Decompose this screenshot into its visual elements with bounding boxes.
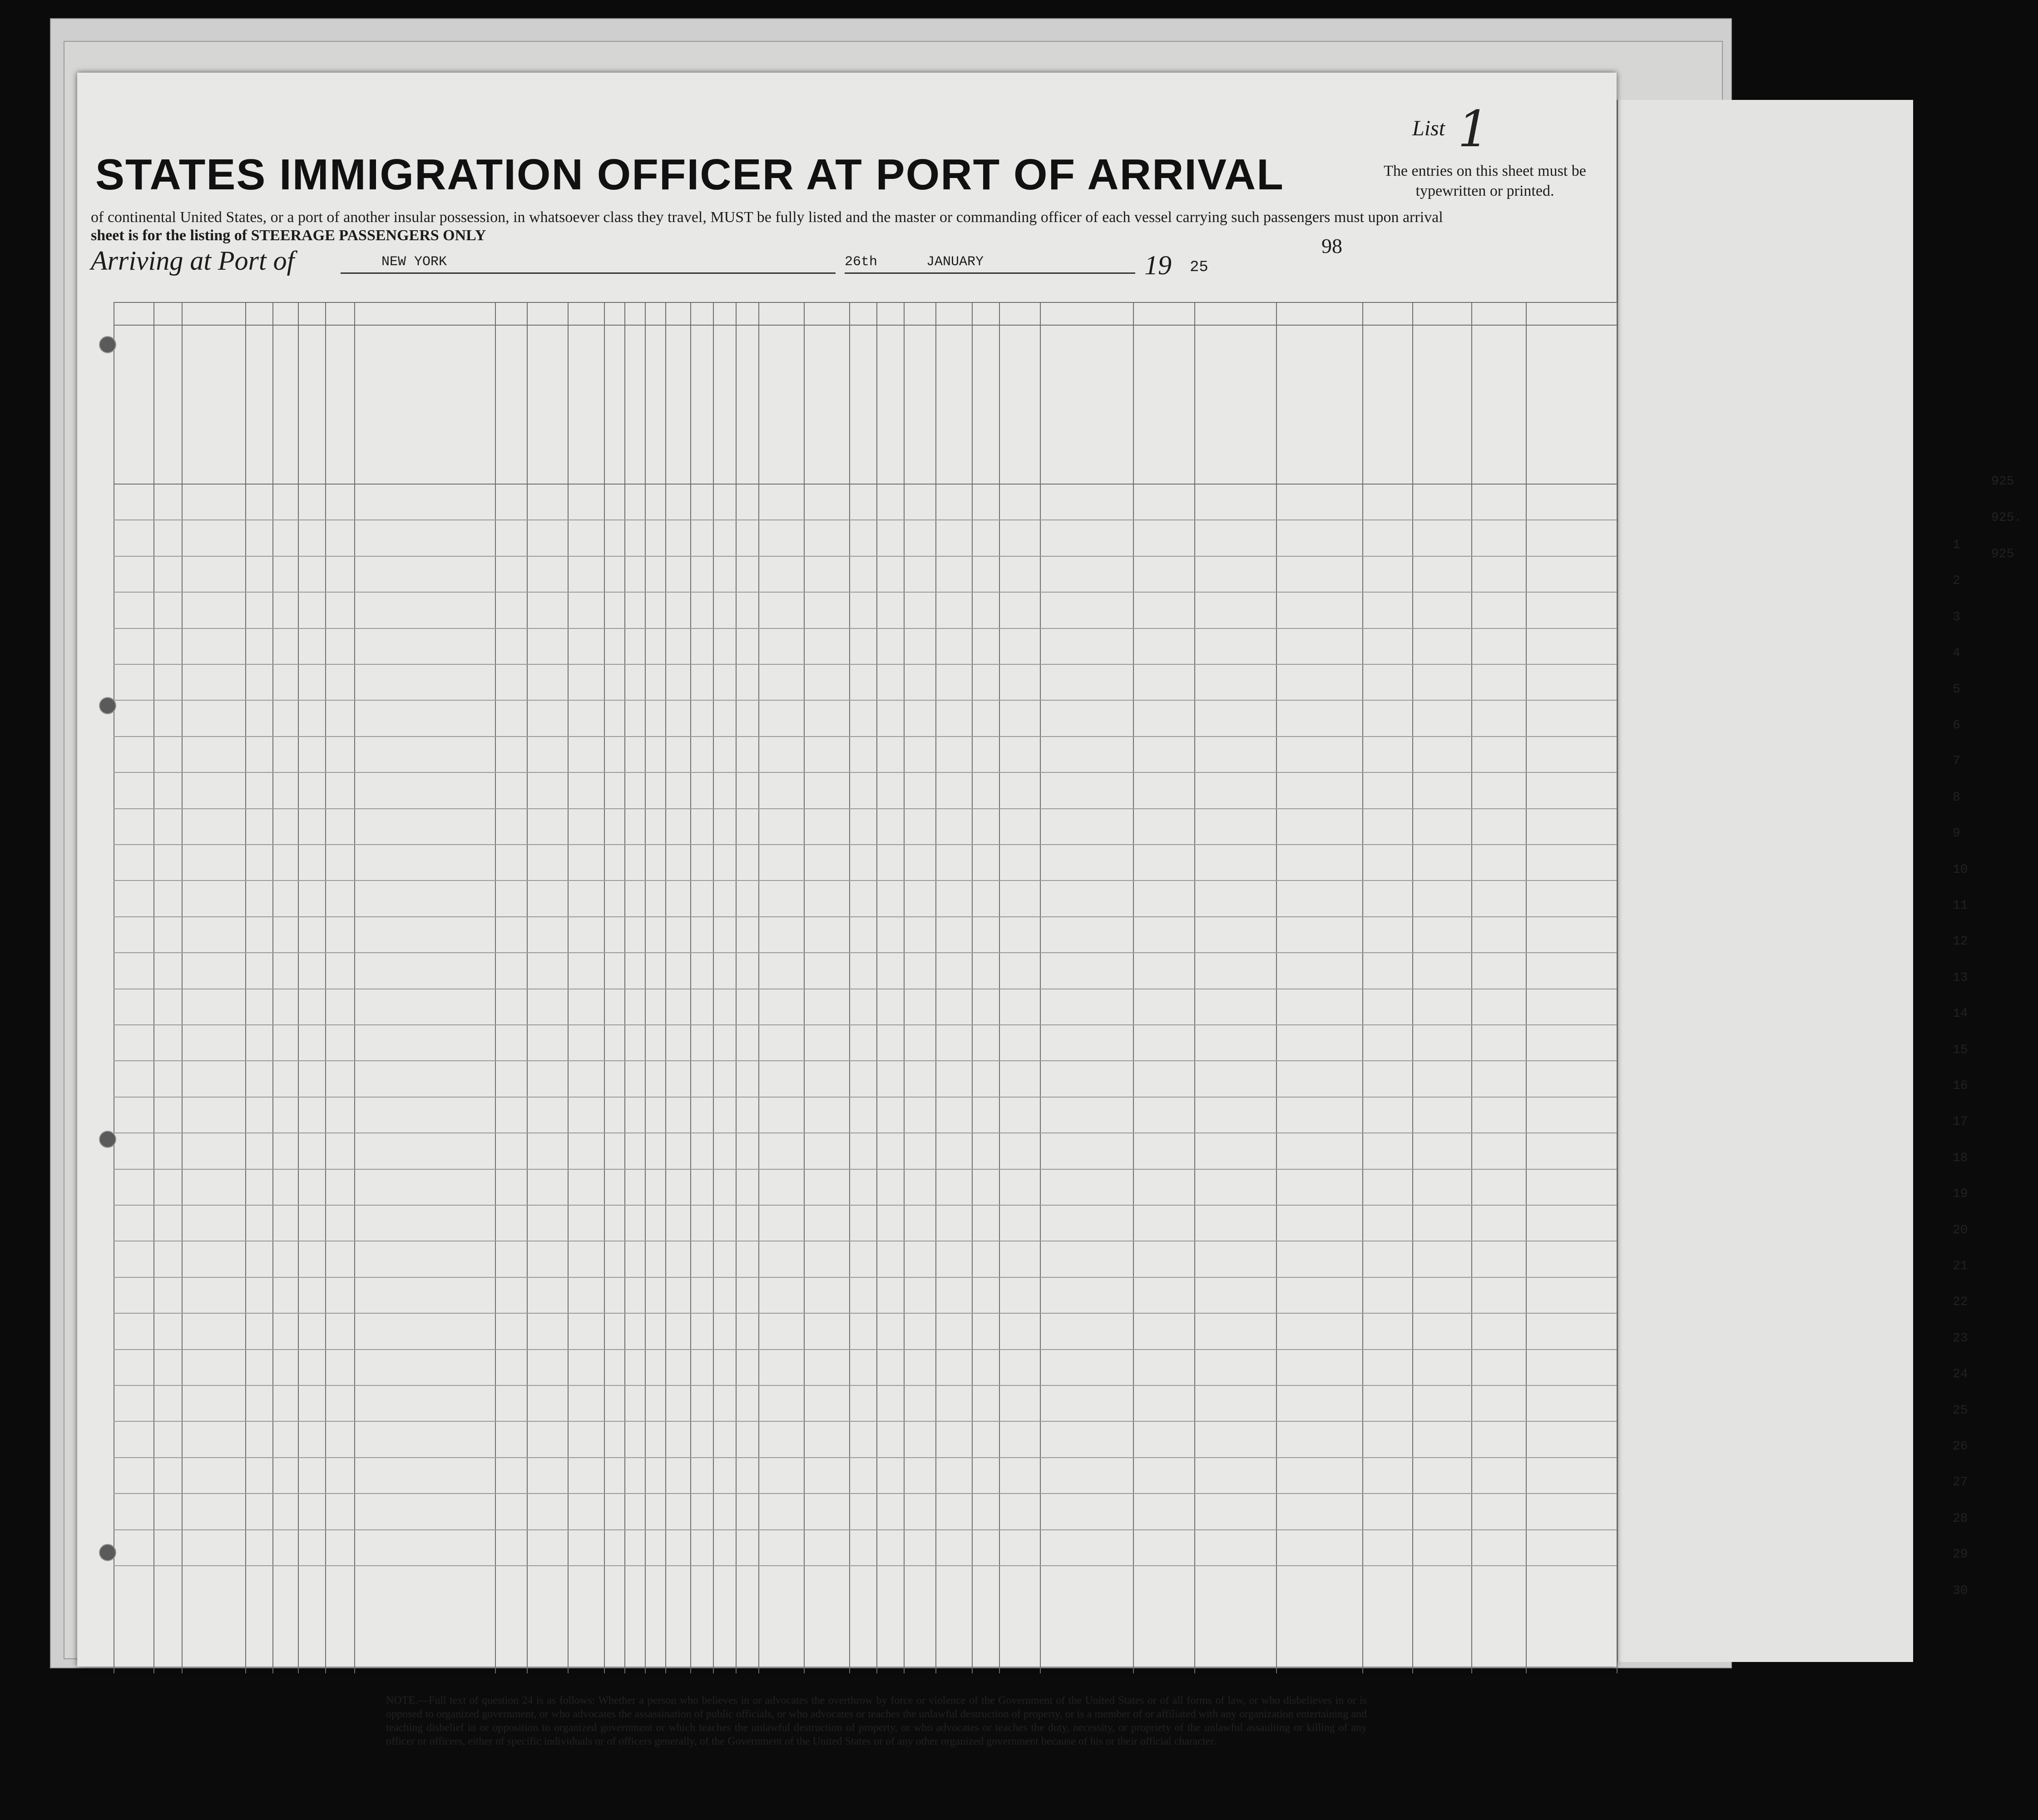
row-divider <box>114 808 1617 809</box>
list-label: List <box>1412 116 1445 140</box>
right-sheet-row-number: 6 <box>1953 718 1960 732</box>
typewrite-note: The entries on this sheet must be typewritten or printed. <box>1384 163 1586 199</box>
row-divider <box>114 628 1617 629</box>
row-divider <box>114 1385 1617 1386</box>
row-divider <box>114 556 1617 557</box>
right-sheet-row-number: 20 <box>1953 1223 1968 1237</box>
year-suffix: 25 <box>1190 259 1208 276</box>
column-divider <box>690 302 691 1673</box>
page-number: 98 <box>1321 234 1342 257</box>
right-sheet-row-number: 17 <box>1953 1115 1968 1129</box>
right-sheet-row-number: 29 <box>1953 1548 1968 1562</box>
column-divider <box>495 302 496 1673</box>
row-divider <box>114 844 1617 845</box>
column-divider <box>568 302 569 1673</box>
port-value: NEW YORK <box>381 254 447 270</box>
column-divider <box>354 302 355 1673</box>
right-sheet-row-number: 18 <box>1953 1151 1968 1165</box>
list-number: 1 <box>1458 100 1489 158</box>
column-divider <box>1362 302 1363 1673</box>
column-divider <box>1276 302 1277 1673</box>
right-sheet-row-number: 12 <box>1953 935 1968 949</box>
row-divider <box>114 1277 1617 1278</box>
row-divider <box>114 1565 1617 1566</box>
right-sheet-row-number: 19 <box>1953 1187 1968 1202</box>
right-sheet-year: 925 <box>1991 547 2014 561</box>
right-sheet-row-number: 26 <box>1953 1439 1968 1454</box>
right-sheet-row-number: 4 <box>1953 646 1960 661</box>
right-sheet-row-number: 9 <box>1953 826 1960 841</box>
arriving-label: Arriving at Port of <box>91 246 295 276</box>
row-divider <box>114 736 1617 737</box>
row-divider <box>114 1457 1617 1458</box>
binder-hole <box>99 336 116 353</box>
right-sheet-row-number: 1 <box>1953 538 1960 552</box>
column-divider <box>1194 302 1195 1673</box>
column-divider <box>1133 302 1134 1673</box>
intro-line-2: sheet is for the listing of STEERAGE PASSENGERS ONLY <box>91 227 486 244</box>
row-divider <box>114 1097 1617 1098</box>
footnote-q24: NOTE.—Full text of question 24 is as follows: Whether a person who believes in or advocates the overthrow by force or violence of the Government of the United States or of all forms of law, or who disbelieves in or is opposed to organized government, or who advocates the assassination of public officials, or who advocates or teaches the unlawful destruction of property, or is a member of or affiliated with any organization entertaining and teaching disbelief in or opposition to organized government or which teaches the unlawful destruction of property, or who advocates or teaches the duty, necessity, or propriety of the unlawful assaulting or killing of any officer or officers, either of specific individuals or of officers generally, of the Government of the United States or of any other organized government because of his or their official character. <box>386 1695 1367 1747</box>
column-divider <box>1040 302 1041 1673</box>
column-divider <box>245 302 246 1673</box>
right-sheet-row-number: 21 <box>1953 1259 1968 1273</box>
row-divider <box>114 772 1617 773</box>
column-divider <box>325 302 326 1673</box>
manifest-page <box>77 73 1617 1747</box>
right-sheet-row-number: 8 <box>1953 790 1960 805</box>
column-divider <box>1471 302 1472 1673</box>
row-divider <box>114 592 1617 593</box>
right-sheet-year: 925. <box>1991 511 2022 525</box>
right-sheet-row-number: 15 <box>1953 1043 1968 1057</box>
year-prefix: 19 <box>1144 250 1172 280</box>
table-top-line <box>114 302 1617 303</box>
row-divider <box>114 519 1617 520</box>
row-divider <box>114 1205 1617 1206</box>
row-divider <box>114 880 1617 881</box>
right-overlay-sheet <box>1617 100 1913 1662</box>
binder-hole <box>99 1131 116 1148</box>
row-divider <box>114 1421 1617 1422</box>
column-divider <box>713 302 714 1673</box>
row-divider <box>114 664 1617 665</box>
column-divider <box>904 302 905 1673</box>
row-divider <box>114 952 1617 953</box>
column-divider <box>804 302 805 1673</box>
column-divider <box>272 302 273 1673</box>
column-divider <box>665 302 666 1673</box>
intro-line-1: of continental United States, or a port of another insular possession, in whatsoever class they travel, MUST be fully listed and the master or commanding officer of each vessel carrying such passengers must upon arrival <box>91 209 1443 226</box>
column-divider <box>153 302 154 1673</box>
column-divider <box>736 302 737 1673</box>
binder-hole <box>99 1544 116 1561</box>
row-divider <box>114 1529 1617 1530</box>
manifest-table <box>114 302 1617 1673</box>
row-divider <box>114 1169 1617 1170</box>
column-divider <box>182 302 183 1673</box>
right-sheet-row-number: 5 <box>1953 682 1960 697</box>
column-divider <box>935 302 936 1673</box>
header-number-line <box>114 325 1617 326</box>
row-divider <box>114 700 1617 701</box>
row-divider <box>114 916 1617 917</box>
right-sheet-row-number: 10 <box>1953 862 1968 877</box>
right-sheet-row-number: 24 <box>1953 1367 1968 1382</box>
right-sheet-row-number: 30 <box>1953 1583 1968 1598</box>
column-divider <box>849 302 850 1673</box>
right-sheet-row-number: 11 <box>1953 899 1968 913</box>
column-divider <box>999 302 1000 1673</box>
right-sheet-row-number: 14 <box>1953 1007 1968 1021</box>
column-divider <box>876 302 877 1673</box>
right-sheet-year: 925 <box>1991 475 2014 489</box>
column-divider <box>527 302 528 1673</box>
column-divider <box>298 302 299 1673</box>
right-sheet-row-number: 2 <box>1953 574 1960 589</box>
right-sheet-row-number: 7 <box>1953 754 1960 769</box>
row-divider <box>114 1060 1617 1061</box>
header-bottom-line <box>114 484 1617 485</box>
column-divider <box>758 302 759 1673</box>
right-sheet-row-number: 3 <box>1953 610 1960 624</box>
column-divider <box>624 302 625 1673</box>
row-divider <box>114 1313 1617 1314</box>
column-divider <box>645 302 646 1673</box>
month-value: JANUARY <box>926 254 984 270</box>
binder-hole <box>99 697 116 714</box>
day-value: 26th <box>845 254 878 270</box>
row-divider <box>114 1349 1617 1350</box>
row-divider <box>114 1493 1617 1494</box>
right-sheet-row-number: 22 <box>1953 1295 1968 1310</box>
column-divider <box>1412 302 1413 1673</box>
column-divider <box>972 302 973 1673</box>
row-divider <box>114 1024 1617 1025</box>
column-divider <box>604 302 605 1673</box>
page-title: STATES IMMIGRATION OFFICER AT PORT OF ARRIVAL <box>95 150 1284 199</box>
column-divider <box>1617 302 1618 1673</box>
right-sheet-row-number: 16 <box>1953 1079 1968 1093</box>
date-underline <box>845 272 1135 274</box>
right-sheet-row-number: 23 <box>1953 1331 1968 1345</box>
right-sheet-row-number: 25 <box>1953 1403 1968 1418</box>
right-sheet-row-number: 27 <box>1953 1475 1968 1490</box>
right-sheet-row-number: 28 <box>1953 1511 1968 1526</box>
column-divider <box>1526 302 1527 1673</box>
right-sheet-row-number: 13 <box>1953 970 1968 985</box>
port-underline <box>341 272 836 274</box>
